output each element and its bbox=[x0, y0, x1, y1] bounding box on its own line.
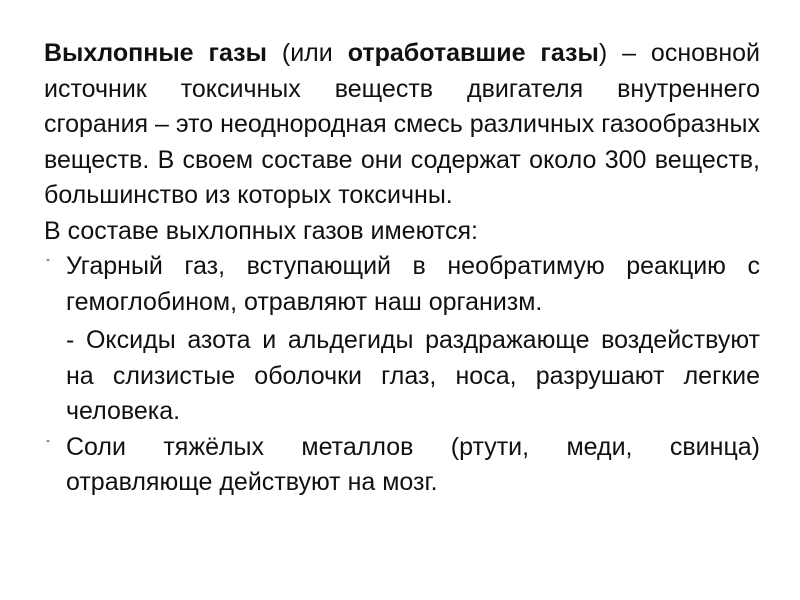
slide-content bbox=[44, 36, 760, 501]
list-item-text: Угарный газ, вступающий в необратимую реакцию с гемоглобином, отравляют наш организм. bbox=[66, 252, 760, 316]
list-item-heavy-metals bbox=[44, 430, 760, 501]
list-item-carbon-monoxide bbox=[44, 249, 760, 320]
bullet-marker: - bbox=[46, 432, 50, 447]
term-waste-gases: отработавшие газы bbox=[347, 39, 599, 67]
list-item-text: Соли тяжёлых металлов (ртути, меди, свинца) отравляюще действуют на мозг. bbox=[66, 432, 760, 496]
bullet-marker: - bbox=[46, 252, 50, 266]
term-exhaust-gases: Выхлопные газы bbox=[44, 39, 267, 67]
paragraph-definition-text: ) – основной источник токсичных веществ двигателя внутреннего сгорания – это неоднородная смесь различных газообразных веществ. В своем составе они содержат около 300 веществ, большинство из которых токсичны. bbox=[44, 39, 760, 209]
list-item-nitrogen-oxides bbox=[44, 323, 760, 430]
paragraph-definition bbox=[44, 36, 760, 214]
list-item-text: - Оксиды азота и альдегиды раздражающе воздействуют на слизистые оболочки глаз, носа, разрушают легкие человека. bbox=[66, 326, 760, 425]
paren-open: (или bbox=[281, 39, 333, 67]
list-intro: В составе выхлопных газов имеются: bbox=[44, 216, 478, 245]
